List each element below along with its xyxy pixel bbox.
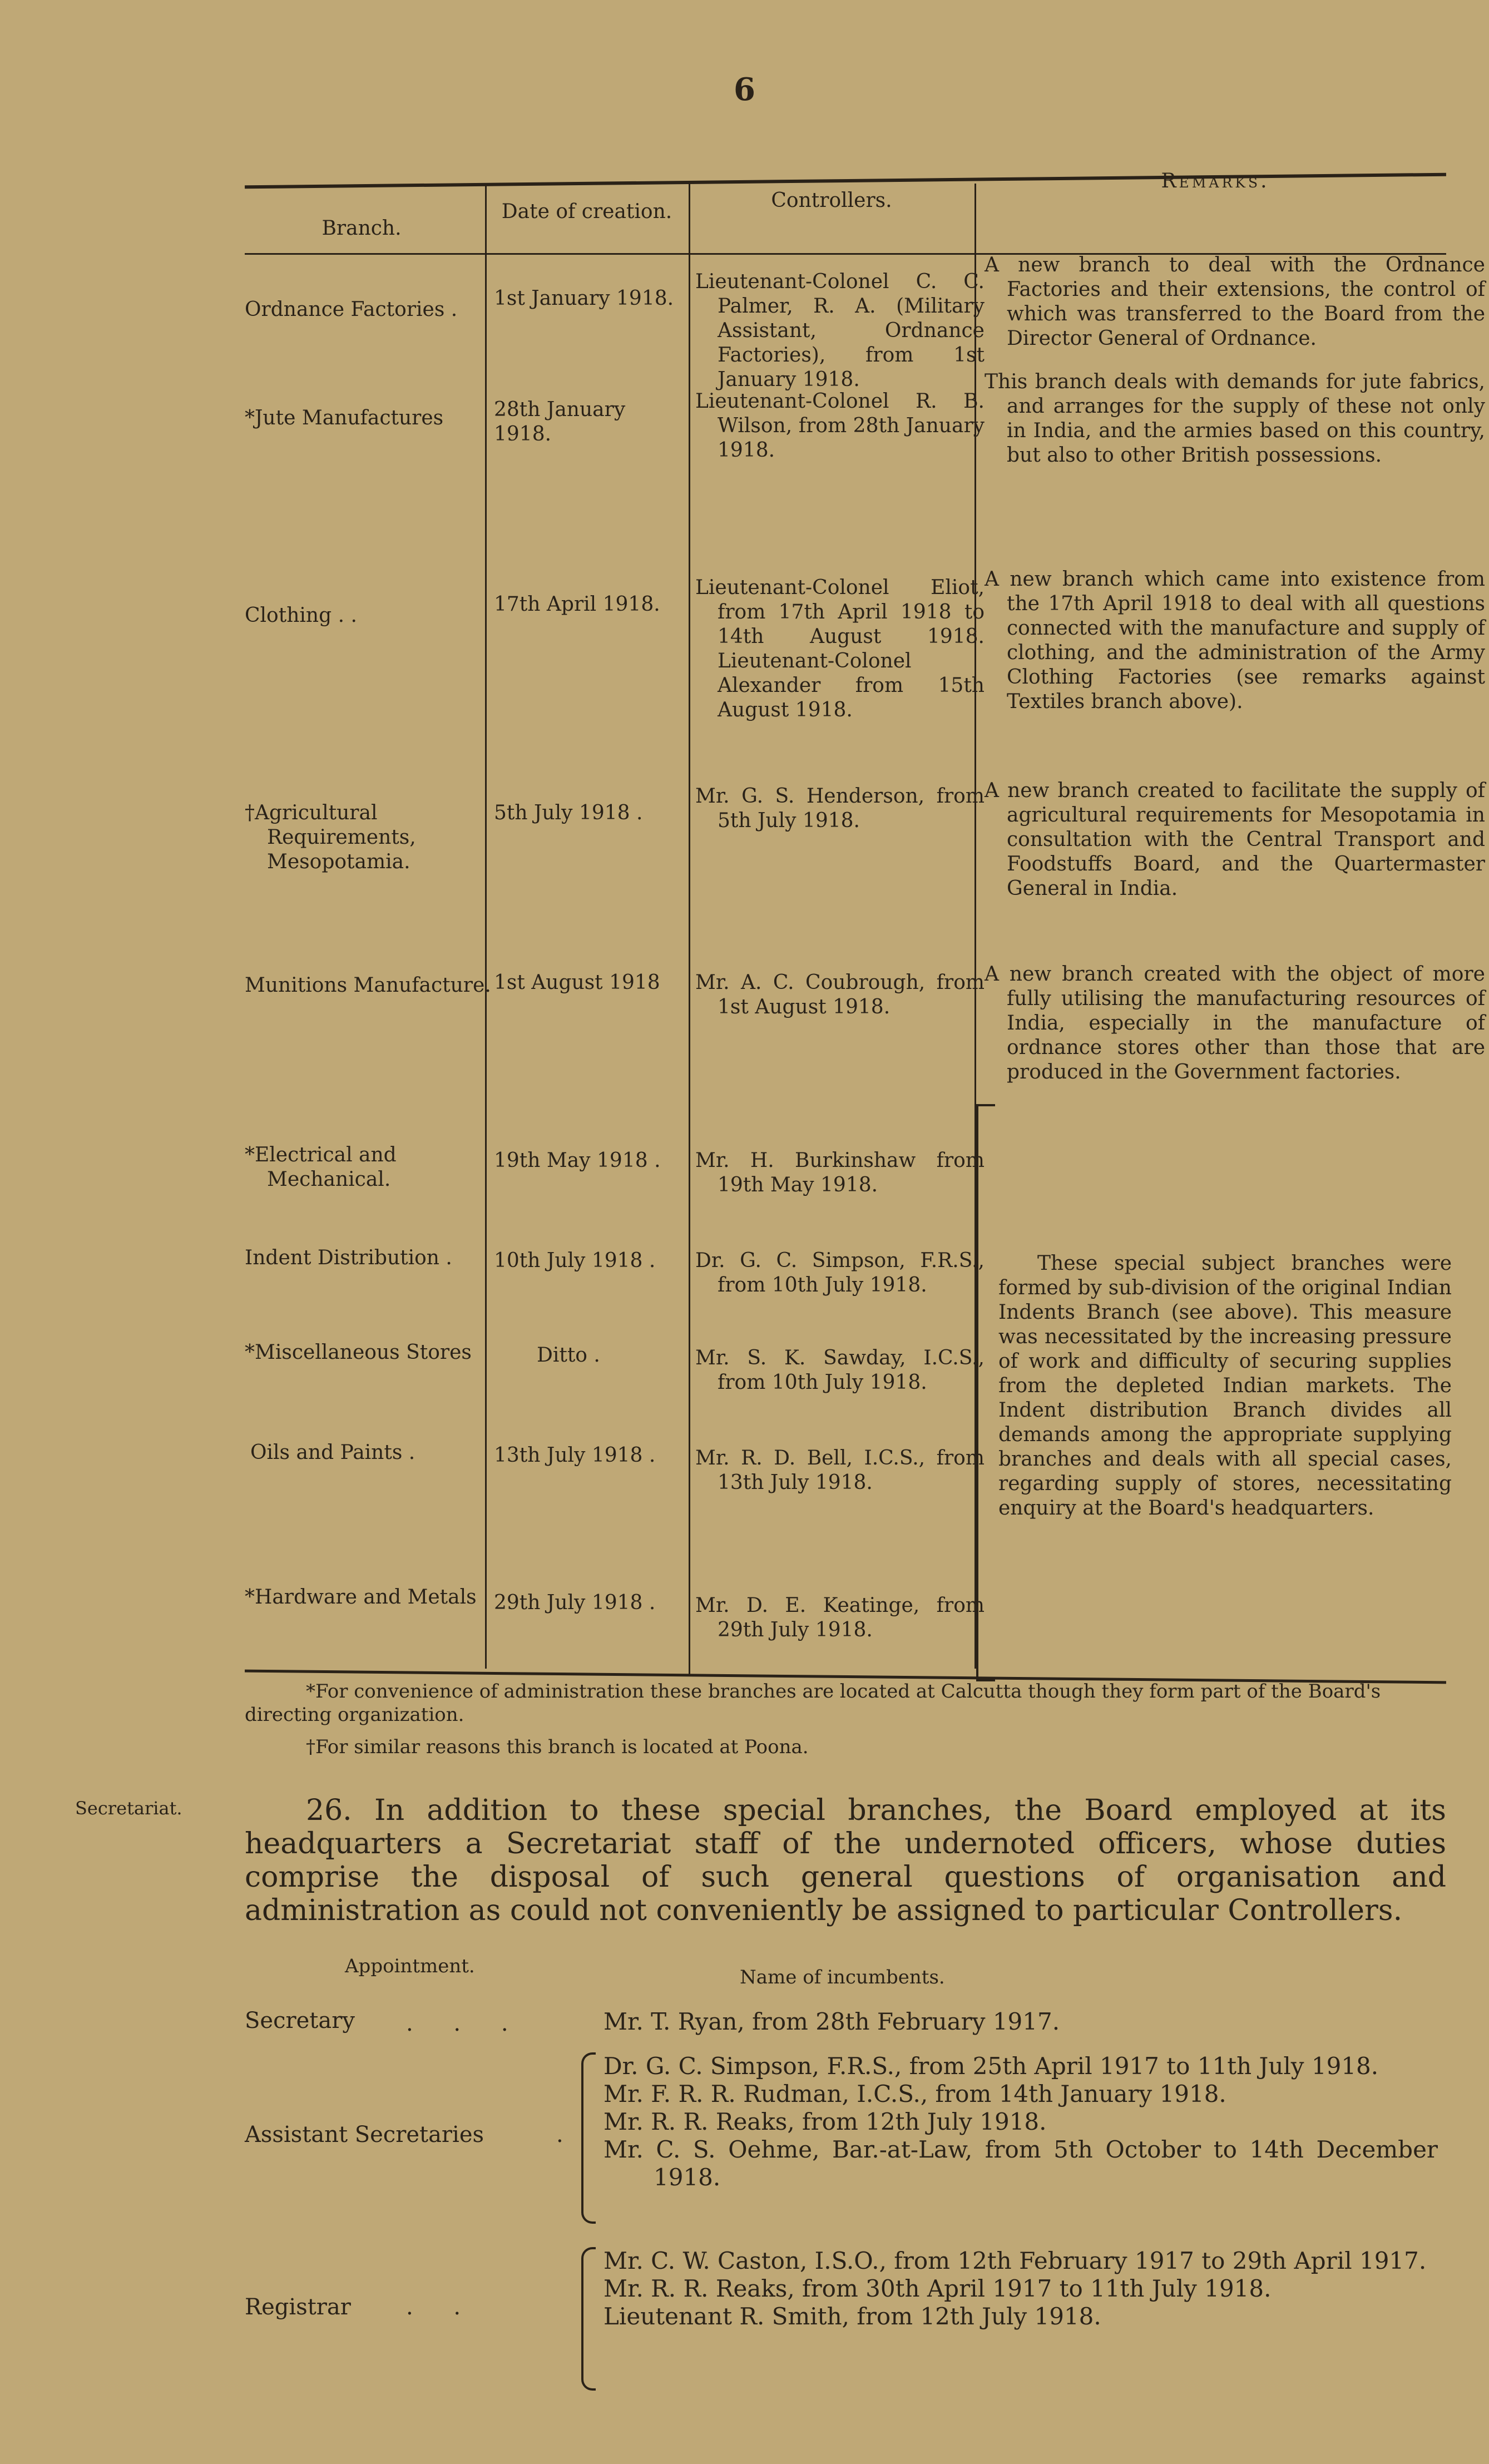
table-row-date: 13th July 1918 .	[494, 1444, 656, 1467]
table-row-date: Ditto .	[537, 1344, 600, 1367]
table-row-date: 19th May 1918 .	[494, 1149, 661, 1172]
table-row-remarks: A new branch created to facilitate the supply of agricultural requirements for Mesopotamia in consultation with the Central Transport and Foodstuffs Board, and the Quartermaster General in India.	[985, 779, 1485, 900]
appointment-secretary: Secretary	[245, 2008, 355, 2033]
table-row-controllers: Mr. S. K. Sawday, I.C.S., from 10th July 1918.	[695, 1347, 985, 1394]
registrar-brace	[581, 2247, 596, 2391]
header-controllers: Controllers.	[771, 189, 892, 212]
table-row-remarks: This branch deals with demands for jute fabrics, and arranges for the supply of these not only in India, and the armies based on this country, but also to other British possessions.	[985, 370, 1485, 467]
header-remarks: Remarks.	[1161, 170, 1270, 192]
incumbent-name: Mr. F. R. R. Rudman, I.C.S., from 14th January 1918.	[603, 2080, 1226, 2107]
table-row-controllers: Lieutenant-Colonel Eliot, from 17th April 1918 to 14th August 1918. Lieutenant-Colonel Alexander from 15th August 1918.	[695, 576, 985, 721]
table-row-remarks: A new branch created with the object of more fully utilising the manufacturing resources of India, especially in the manufacture of ordnance stores other than those that are produced in the Government factories.	[985, 963, 1485, 1083]
assistant-secretaries-brace	[581, 2052, 596, 2224]
table-row-date: 29th July 1918 .	[494, 1591, 656, 1614]
appointment-registrar: Registrar	[245, 2294, 351, 2320]
header-branch: Branch.	[321, 217, 402, 240]
incumbent-entry	[603, 2052, 1438, 2191]
table-row-controllers: Mr. H. Burkinshaw from 19th May 1918.	[695, 1149, 985, 1196]
table-row-branch: *Miscellaneous Stores	[245, 1341, 472, 1364]
table-row-branch: Clothing . .	[245, 604, 357, 627]
table-row-controllers: Lieutenant-Colonel C. C. Palmer, R. A. (Military Assistant, Ordnance Factories), from 1st January 1918.	[695, 270, 985, 391]
table-row-controllers: Lieutenant-Colonel R. B. Wilson, from 28th January 1918.	[695, 390, 985, 462]
table-row-branch: *Jute Manufactures	[245, 407, 444, 429]
appointment-dots: . .	[406, 2294, 478, 2320]
table-row-branch: Oils and Paints .	[250, 1441, 415, 1464]
grouped-rows-brace	[976, 1104, 995, 1681]
column-incumbents: Name of incumbents.	[740, 1966, 945, 1988]
table-row-date: 1st January 1918.	[494, 287, 674, 310]
column-appointment: Appointment.	[345, 1955, 475, 1977]
paragraph-26: 26. In addition to these special branches, the Board employed at its headquarters a Secretariat staff of the undernoted officers, whose duties comprise the disposal of such general questions of organisation and administration as could not conveniently be assigned to particular Controllers.	[245, 1794, 1446, 1927]
col-divider-1	[485, 184, 487, 1669]
table-row-branch: Indent Distribution .	[245, 1246, 452, 1269]
table-row-date: 28th January 1918.	[494, 398, 626, 446]
appointment-dots: . . .	[406, 2011, 525, 2036]
header-date: Date of creation.	[501, 200, 672, 223]
margin-note-secretariat: Secretariat.	[75, 1798, 182, 1819]
table-row-branch: Ordnance Factories .	[245, 298, 458, 321]
incumbent-name: Lieutenant R. Smith, from 12th July 1918.	[603, 2303, 1101, 2330]
table-row-branch: Munitions Manufacture.	[245, 974, 491, 997]
incumbent-name: Mr. R. R. Reaks, from 12th July 1918.	[603, 2108, 1047, 2135]
incumbent-name: Mr. R. R. Reaks, from 30th April 1917 to 11th July 1918.	[603, 2275, 1272, 2302]
footnote-dagger: †For similar reasons this branch is located at Poona.	[306, 1736, 809, 1758]
col-divider-2	[689, 184, 690, 1674]
table-row-date: 1st August 1918	[494, 971, 660, 994]
appointment-assistant-secretaries: Assistant Secretaries	[245, 2122, 484, 2148]
incumbent-entry	[603, 2008, 1438, 2036]
table-row-date: 17th April 1918.	[494, 593, 660, 616]
table-row-controllers: Mr. R. D. Bell, I.C.S., from 13th July 1918.	[695, 1447, 985, 1494]
table-row-remarks: A new branch to deal with the Ordnance Factories and their extensions, the control of which was transferred to the Board from the Director General of Ordnance.	[985, 254, 1485, 350]
appointment-dots: .	[556, 2122, 580, 2148]
incumbent-name: Dr. G. C. Simpson, F.R.S., from 25th April 1917 to 11th July 1918.	[603, 2052, 1379, 2080]
incumbent-name: Mr. C. W. Caston, I.S.O., from 12th February 1917 to 29th April 1917.	[603, 2247, 1427, 2274]
table-row-date: 5th July 1918 .	[494, 801, 643, 824]
table-row-controllers: Mr. A. C. Coubrough, from 1st August 1918.	[695, 971, 985, 1018]
table-row-remarks: A new branch which came into existence from the 17th April 1918 to deal with all questions connected with the manufacture and supply of clothing, and the administration of the Army Clothing Factories (see remarks against Textiles branch above).	[985, 568, 1485, 713]
table-row-controllers: Dr. G. C. Simpson, F.R.S., from 10th July 1918.	[695, 1249, 985, 1297]
page-number: 6	[734, 71, 755, 108]
incumbent-name: Mr. C. S. Oehme, Bar.-at-Law, from 5th October to 14th December 1918.	[603, 2136, 1438, 2191]
table-row-controllers: Mr. D. E. Keatinge, from 29th July 1918.	[695, 1594, 985, 1641]
table-row-branch: *Hardware and Metals	[245, 1586, 477, 1609]
footnote-star: *For convenience of administration these branches are located at Calcutta though they form part of the Board's directing organization.	[245, 1680, 1381, 1726]
incumbent-entry	[603, 2247, 1438, 2331]
table-row-date: 10th July 1918 .	[494, 1249, 656, 1272]
incumbent-name: Mr. T. Ryan, from 28th February 1917.	[603, 2008, 1060, 2035]
table-row-branch: †Agricultural Requirements, Mesopotamia.	[245, 801, 416, 873]
table-row-branch: *Electrical and Mechanical.	[245, 1144, 397, 1191]
grouped-remarks: These special subject branches were formed by sub-division of the original Indian Indents Branch (see above). This measure was necessitated by the increasing pressure of work and difficulty of securing supplies from the depleted Indian markets. The Indent distribution Branch divides all demands among the appropriate supplying branches and deals with all special cases, regarding supply of stores, necessitating enquiry at the Board's headquarters.	[998, 1252, 1452, 1520]
table-row-controllers: Mr. G. S. Henderson, from 5th July 1918.	[695, 785, 985, 832]
